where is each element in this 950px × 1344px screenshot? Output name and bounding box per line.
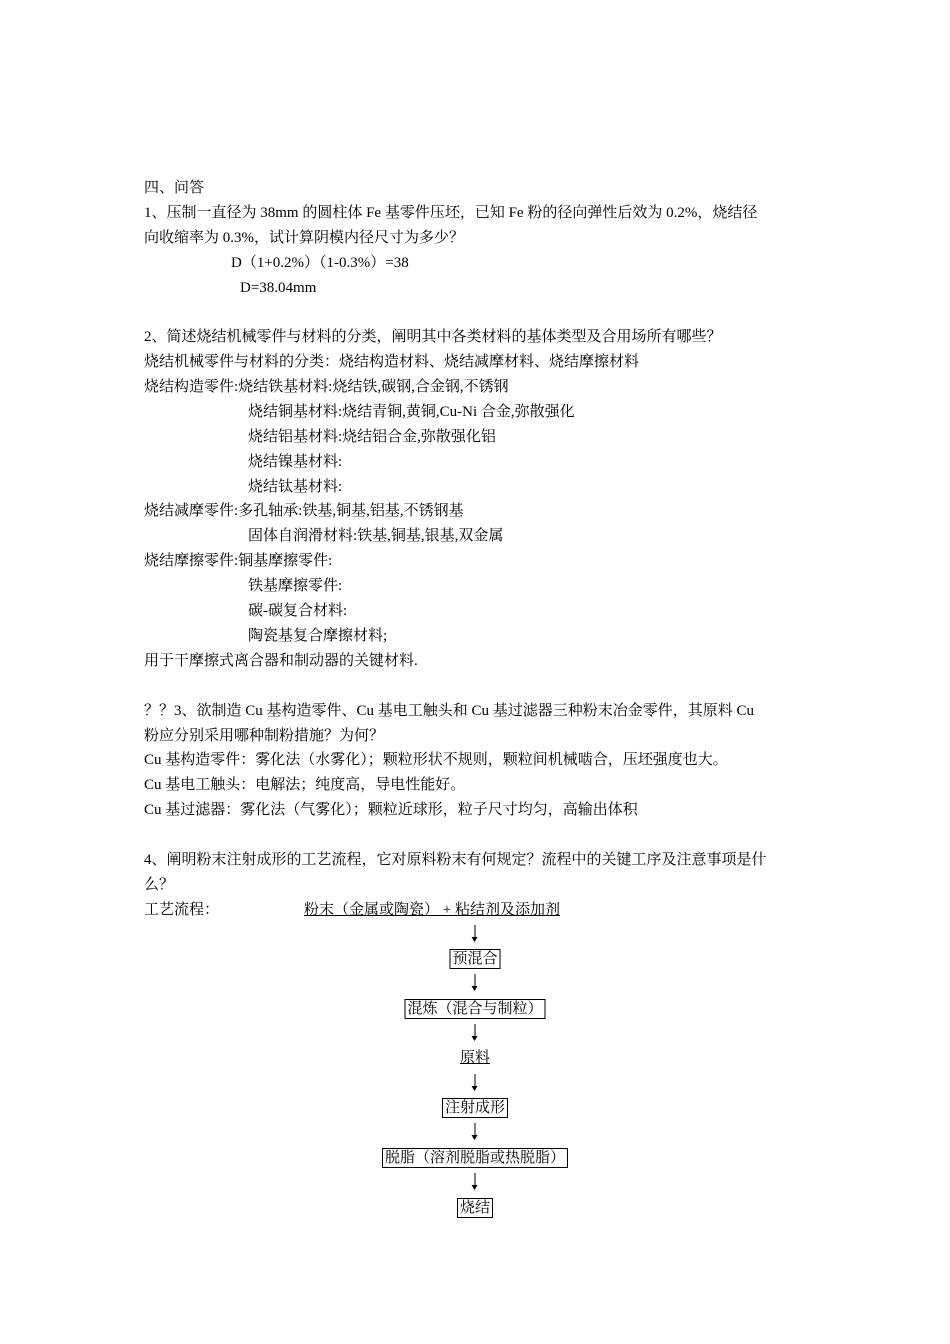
question-2: 2、简述烧结机械零件与材料的分类，阐明其中各类材料的基体类型及合用场所有哪些？: [144, 329, 722, 345]
question-4-line-2: 么？: [144, 877, 175, 893]
question-4-line-1: 4、阐明粉末注射成形的工艺流程，它对原料粉末有何规定？流程中的关键工序及注意事项是什: [144, 852, 767, 868]
answer-2-line: 烧结钛基材料:: [248, 479, 343, 495]
flow-step-box: 脱脂（溶剂脱脂或热脱脂）: [382, 1148, 568, 1168]
flow-source: 粉末（金属或陶瓷） + 粘结剂及添加剂: [304, 902, 560, 918]
answer-2-line: 用于干摩擦式离合器和制动器的关键材料.: [144, 653, 418, 669]
answer-3-line: Cu 基构造零件：雾化法（水雾化）；颗粒形状不规则，颗粒间机械啮合，压坯强度也大。: [144, 752, 728, 768]
answer-3-line: Cu 基电工触头：电解法；纯度高，导电性能好。: [144, 777, 466, 793]
answer-2-line: 固体自润滑材料:铁基,铜基,银基,双金属: [248, 528, 504, 544]
answer-2-line: 烧结构造零件:烧结铁基材料:烧结铁,碳钢,合金钢,不锈钢: [144, 379, 509, 395]
question-3-line-1: ？？3、欲制造 Cu 基构造零件、Cu 基电工触头和 Cu 基过滤器三种粉末冶金零件，其原料 Cu: [144, 703, 755, 719]
flow-arrow: [475, 1173, 476, 1189]
flow-step-box: 混炼（混合与制粒）: [404, 999, 545, 1019]
equation-1: D（1+0.2%）（1-0.3%）=38: [231, 255, 409, 271]
question-1-line-1: 1、压制一直径为 38mm 的圆柱体 Fe 基零件压坯，已知 Fe 粉的径向弹性后效为 0.2%，烧结径: [144, 205, 758, 221]
flow-step-box: 预混合: [449, 949, 500, 969]
flow-step-box: 注射成形: [442, 1098, 508, 1118]
answer-2-line: 烧结铝基材料:烧结铝合金,弥散强化铝: [248, 429, 496, 445]
flow-step-text: 原料: [459, 1050, 491, 1066]
answer-2-line: 烧结镍基材料:: [248, 454, 343, 470]
question-1-line-2: 向收缩率为 0.3%，试计算阴模内径尺寸为多少？: [144, 230, 464, 246]
answer-2-line: 烧结摩擦零件:铜基摩擦零件:: [144, 553, 333, 569]
equation-2: D=38.04mm: [240, 280, 317, 296]
answer-2-line: 烧结机械零件与材料的分类：烧结构造材料、烧结减摩材料、烧结摩擦材料: [144, 354, 640, 370]
flow-step-box: 烧结: [457, 1198, 493, 1218]
flow-label: 工艺流程：: [144, 902, 220, 918]
answer-2-line: 烧结减摩零件:多孔轴承:铁基,铜基,铝基,不锈钢基: [144, 503, 464, 519]
answer-2-line: 铁基摩擦零件:: [248, 578, 343, 594]
flow-arrow: [475, 1074, 476, 1090]
answer-2-line: 碳-碳复合材料:: [248, 603, 348, 619]
answer-2-line: 烧结铜基材料:烧结青铜,黄铜,Cu-Ni 合金,弥散强化: [248, 404, 575, 420]
answer-3-line: Cu 基过滤器：雾化法（气雾化）；颗粒近球形，粒子尺寸均匀，高输出体积: [144, 802, 638, 818]
answer-2-line: 陶瓷基复合摩擦材料;: [248, 628, 388, 644]
section-title: 四、问答: [144, 180, 205, 196]
flow-arrow: [475, 925, 476, 941]
flow-arrow: [475, 974, 476, 990]
flow-arrow: [475, 1123, 476, 1139]
question-3-line-2: 粉应分别采用哪种制粉措施？为何？: [144, 728, 385, 744]
flow-arrow: [475, 1024, 476, 1040]
